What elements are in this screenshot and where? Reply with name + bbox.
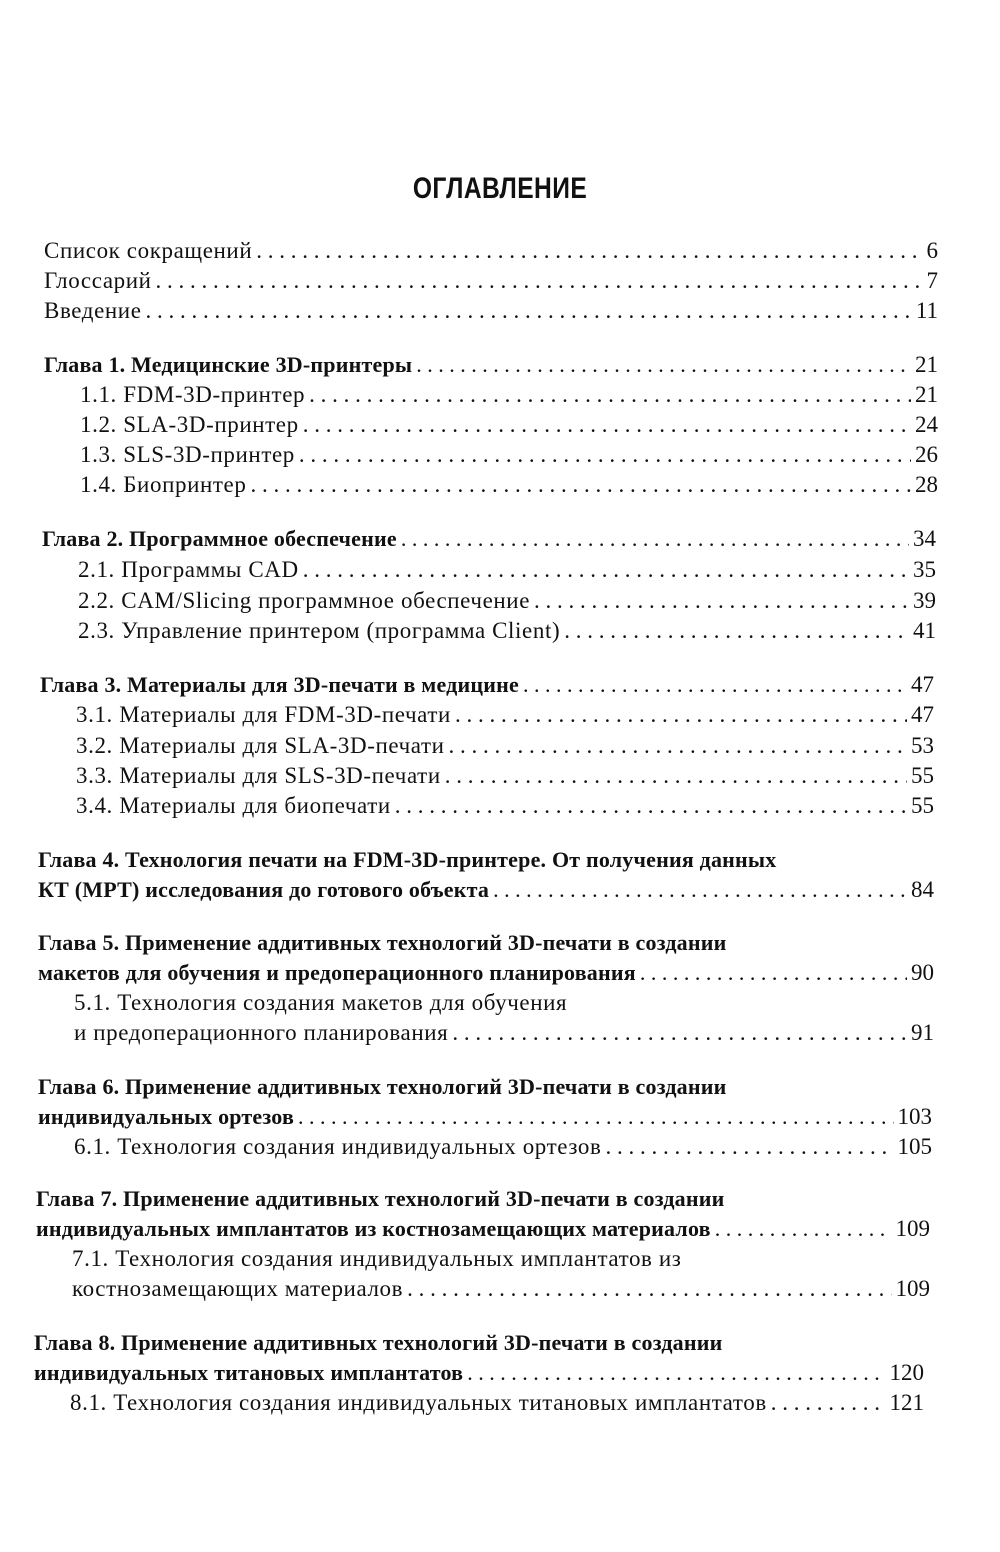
toc-section [76,700,934,730]
toc-entry-page: 53 [911,733,934,758]
dot-leader [493,875,907,905]
toc-entry [44,236,938,266]
toc-entry-title: 1.1. FDM-3D-принтер [80,382,306,407]
dot-leader [401,524,909,554]
dot-leader [523,670,907,700]
toc-section [76,761,934,791]
toc-entry-page: 90 [911,960,934,985]
dot-leader [156,266,923,296]
toc-entry-title: 1.3. SLS-3D-принтер [80,442,295,467]
toc-entry-title: костнозамещающих материалов [72,1276,404,1301]
dot-leader [564,616,909,646]
toc-entry-title: КТ (МРТ) исследования до готового объекта [38,877,490,902]
dot-leader [395,791,907,821]
toc-section [74,1018,934,1048]
toc-section [78,616,936,646]
toc-entry-title: 8.1. Технология создания индивидуальных титановых имплантатов [70,1390,767,1415]
toc-entry-page: 47 [911,702,934,727]
toc-entry-title: Глава 1. Медицинские 3D-принтеры [44,352,413,377]
toc-section-line1: 7.1. Технология создания индивидуальных имплантатов из [72,1246,682,1271]
toc-section [80,380,938,410]
toc-section-line1: 5.1. Технология создания макетов для обучения [74,990,568,1015]
toc-chapter [40,670,934,700]
toc-entry-title: Глоссарий [44,268,152,293]
dot-leader [303,410,911,440]
toc-chapter-line1: Глава 8. Применение аддитивных технологий 3D-печати в создании [34,1330,723,1355]
toc-entry-page: 21 [915,352,938,377]
toc-entry-title: 3.1. Материалы для FDM-3D-печати [76,702,451,727]
toc-entry-title: индивидуальных ортезов [38,1104,295,1129]
toc-entry-page: 41 [913,618,936,643]
dot-leader [146,296,912,326]
toc-entry-page: 84 [911,877,934,902]
dot-leader [445,761,907,791]
toc-entry-title: Глава 2. Программное обеспечение [42,526,397,551]
toc-chapter-line1: Глава 4. Технология печати на FDM-3D-принтере. От получения данных [38,847,777,872]
toc-entry-page: 55 [911,793,934,818]
toc-entry-title: 3.3. Материалы для SLS-3D-печати [76,763,441,788]
dot-leader [298,1102,893,1132]
toc-section [76,791,934,821]
toc-entry-title: Список сокращений [44,238,253,263]
toc-entry [44,296,938,326]
dot-leader [452,1018,907,1048]
toc-chapter [38,875,934,905]
toc-entry-page: 21 [915,382,938,407]
toc-entry-page: 24 [915,412,938,437]
toc-entry-page: 6 [926,238,938,263]
dot-leader [256,236,922,266]
toc-section [80,440,938,470]
toc-entry-title: Введение [44,298,142,323]
toc-section [78,555,936,585]
toc-entry-page: 121 [889,1390,924,1415]
toc-entry [44,266,938,296]
toc-entry-page: 28 [915,472,938,497]
toc-chapter [34,1358,924,1388]
dot-leader [605,1132,893,1162]
toc-entry-title: 6.1. Технология создания индивидуальных ортезов [74,1134,602,1159]
toc-chapter [42,524,936,554]
dot-leader [299,440,911,470]
toc-entry-title: и предоперационного планирования [74,1020,449,1045]
toc-chapter-line1: Глава 7. Применение аддитивных технологий 3D-печати в создании [36,1186,725,1211]
toc-chapter-line1: Глава 6. Применение аддитивных технологий 3D-печати в создании [38,1074,727,1099]
toc-entry-title: 3.2. Материалы для SLA-3D-печати [76,733,445,758]
toc-entry-title: Глава 3. Материалы для 3D-печати в медицине [40,672,519,697]
toc-entry-page: 55 [911,763,934,788]
toc-entry-title: 3.4. Материалы для биопечати [76,793,391,818]
toc-entry-title: 2.2. CAM/Slicing программное обеспечение [78,588,531,613]
toc-chapter [44,350,938,380]
dot-leader [771,1388,886,1418]
toc-entry-page: 7 [926,268,938,293]
dot-leader [467,1358,885,1388]
toc-section [78,586,936,616]
dot-leader [715,1214,892,1244]
toc-entry-title: 2.1. Программы CAD [78,557,299,582]
toc-entry-title: индивидуальных имплантатов из костнозамещающих материалов [36,1216,711,1241]
toc-section [80,410,938,440]
toc-entry-title: 2.3. Управление принтером (программа Client) [78,618,561,643]
toc-entry-page: 39 [913,588,936,613]
toc-entry-page: 11 [915,298,938,323]
toc-entry-page: 120 [889,1360,924,1385]
dot-leader [449,731,907,761]
toc-entry-page: 105 [897,1134,932,1159]
dot-leader [455,700,907,730]
toc-entry-title: 1.4. Биопринтер [80,472,247,497]
toc-entry-page: 35 [913,557,936,582]
toc-section [72,1274,930,1304]
toc-chapter [38,1102,932,1132]
toc-chapter [36,1214,930,1244]
toc-section [80,470,938,500]
toc-entry-page: 91 [911,1020,934,1045]
toc-chapter [38,958,934,988]
toc-entry-page: 109 [895,1276,930,1301]
toc-entry-page: 109 [895,1216,930,1241]
dot-leader [309,380,911,410]
dot-leader [534,586,909,616]
dot-leader [416,350,911,380]
toc-entry-title: макетов для обучения и предоперационного планирования [38,960,636,985]
toc-section [70,1388,924,1418]
toc-section [76,731,934,761]
page-title: ОГЛАВЛЕНИЕ [412,172,588,205]
dot-leader [407,1274,891,1304]
toc-entry-page: 26 [915,442,938,467]
dot-leader [640,958,907,988]
toc-chapter-line1: Глава 5. Применение аддитивных технологий 3D-печати в создании [38,930,727,955]
toc-entry-page: 47 [911,672,934,697]
dot-leader [303,555,909,585]
toc-entry-title: индивидуальных титановых имплантатов [34,1360,464,1385]
toc-entry-page: 34 [913,526,936,551]
toc-section [74,1132,932,1162]
toc-entry-page: 103 [897,1104,932,1129]
toc-entry-title: 1.2. SLA-3D-принтер [80,412,299,437]
dot-leader [250,470,911,500]
